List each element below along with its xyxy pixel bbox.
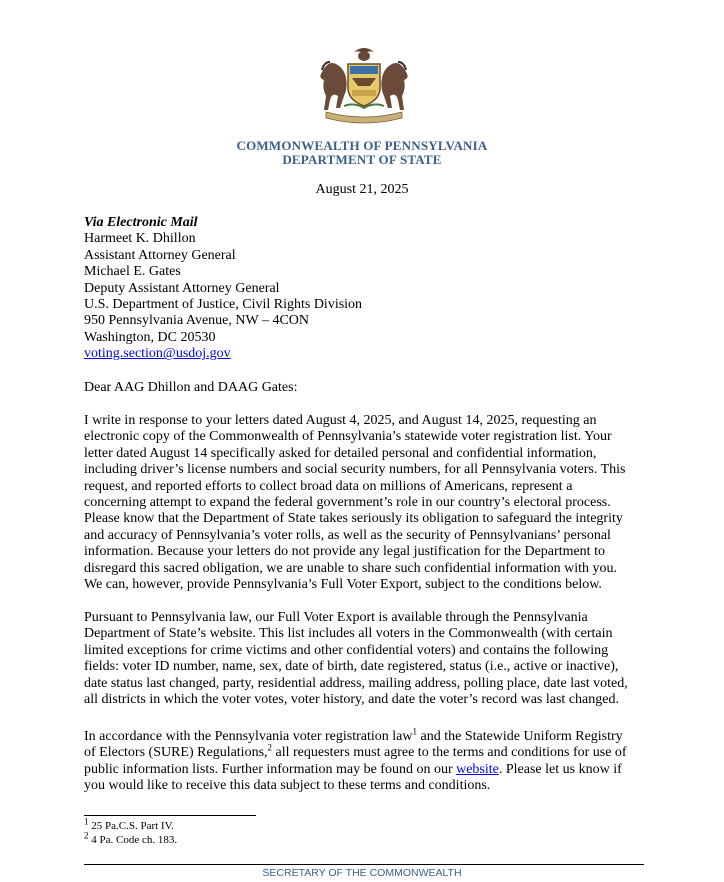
paragraph-1 <box>84 413 644 593</box>
footnote-number: 2 <box>84 830 89 841</box>
address-line: Michael E. Gates <box>84 264 181 280</box>
footnote-text: 4 Pa. Code ch. 183. <box>88 834 178 846</box>
address-line: 950 Pennsylvania Avenue, NW – 4CON <box>84 313 310 329</box>
paragraph-line: all districts in which the voter votes, voter history, and date the voter’s record was last changed. <box>84 692 619 708</box>
paragraph-line: fields: voter ID number, name, sex, date of birth, date registered, status (i.e., active or inactive), <box>84 659 619 675</box>
footer-divider <box>84 864 644 865</box>
delivery-method: Via Electronic Mail <box>84 215 198 230</box>
paragraph-line: letter dated August 14 specifically asked for detailed personal and confidential information, <box>84 445 597 461</box>
footnote-divider <box>84 815 256 816</box>
footnote-2 <box>84 830 178 846</box>
address-line: Harmeet K. Dhillon <box>84 231 196 247</box>
footnote-1 <box>84 816 174 832</box>
paragraph-line: request, and reported efforts to collect broad data on millions of Americans, represent a <box>84 478 573 494</box>
recipient-address-block <box>84 215 362 363</box>
header-department: DEPARTMENT OF STATE <box>282 152 442 167</box>
paragraph-line: We can, however, provide Pennsylvania’s Full Voter Export, subject to the conditions below. <box>84 577 602 593</box>
address-line: U.S. Department of Justice, Civil Rights Division <box>84 297 363 313</box>
paragraph-line: including driver’s license numbers and social security numbers, for all Pennsylvania voters. This <box>84 462 626 478</box>
footnote-number: 1 <box>84 816 89 827</box>
paragraph-line: you would like to receive this data subject to these terms and conditions. <box>84 778 491 794</box>
paragraph-line: information. Because your letters do not provide any legal justification for the Department to <box>84 544 605 560</box>
header-commonwealth: COMMONWEALTH OF PENNSYLVANIA <box>236 138 488 153</box>
address-line: Washington, DC 20530 <box>84 329 216 345</box>
paragraph-text: public information lists. Further information may be found on our <box>84 761 457 777</box>
paragraph-line: Pursuant to Pennsylvania law, our Full Voter Export is available through the Pennsylvania <box>84 610 588 625</box>
pennsylvania-coat-of-arms-icon <box>308 42 420 124</box>
letter-date: August 21, 2025 <box>315 182 409 197</box>
footnote-ref-1: 1 <box>412 726 417 737</box>
paragraph-text: of Electors (SURE) Regulations, <box>84 745 268 761</box>
footnote-ref-2: 2 <box>267 742 273 753</box>
paragraph-line: Please know that the Department of State takes seriously its obligation to safeguard the integrity <box>84 511 623 527</box>
paragraph-line: limited exceptions for crime victims and other confidential voters) and contains the following <box>84 642 609 658</box>
paragraph-text: all requesters must agree to the terms and conditions for use of <box>272 745 627 761</box>
address-line: Deputy Assistant Attorney General <box>84 280 280 296</box>
paragraph-3 <box>84 726 644 795</box>
email-link[interactable]: voting.section@usdoj.gov <box>84 346 231 362</box>
paragraph-line: disregard this sacred obligation, we are unable to share such confidential information with you. <box>84 560 618 576</box>
footnote-text: 25 Pa.C.S. Part IV. <box>88 820 174 832</box>
paragraph-text: . Please let us know if <box>498 761 622 777</box>
paragraph-line: electronic copy of the Commonwealth of Pennsylvania’s statewide voter registration list. Your <box>84 429 612 445</box>
salutation: Dear AAG Dhillon and DAAG Gates: <box>84 380 298 395</box>
paragraph-line: I write in response to your letters dated August 4, 2025, and August 14, 2025, requesting an <box>84 413 597 428</box>
paragraph-text: and the Statewide Uniform Registry <box>417 729 623 744</box>
paragraph-line: concerning attempt to expand the federal government’s role in our country’s electoral process. <box>84 495 611 511</box>
paragraph-text: In accordance with the Pennsylvania voter registration law <box>84 729 413 744</box>
paragraph-line: Department of State’s website. This list includes all voters in the Commonwealth (with certain <box>84 626 613 642</box>
footer-title: SECRETARY OF THE COMMONWEALTH <box>262 867 462 879</box>
paragraph-2 <box>84 610 644 708</box>
website-link[interactable]: website <box>456 761 499 777</box>
paragraph-line: and accuracy of Pennsylvania’s voter rolls, as well as the security of Pennsylvanians’ personal <box>84 527 611 543</box>
paragraph-line: date status last changed, party, residential address, mailing address, polling place, date last voted, <box>84 675 628 691</box>
address-line: Assistant Attorney General <box>84 247 236 263</box>
